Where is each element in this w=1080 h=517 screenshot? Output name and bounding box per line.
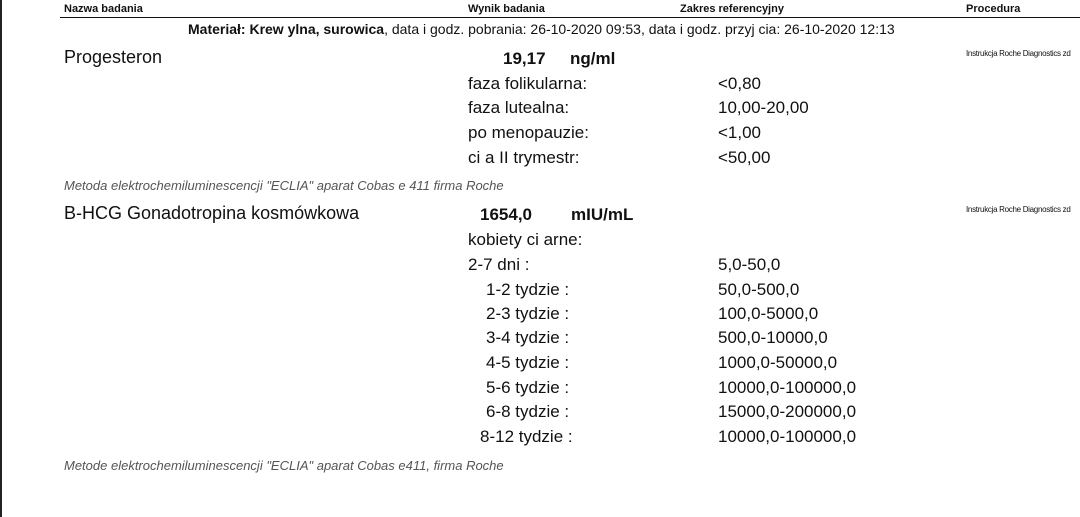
range-value: <0,80 <box>718 74 762 93</box>
material-info <box>188 21 895 37</box>
range-label: 8-12 tydzie : <box>480 427 573 446</box>
header-divider <box>60 17 1080 18</box>
range-group-label: kobiety ci arne: <box>468 230 583 249</box>
column-header-procedure: Procedura <box>966 3 1021 15</box>
range-value: 5,0-50,0 <box>718 255 781 274</box>
range-label: 6-8 tydzie : <box>486 402 570 421</box>
range-value: 50,0-500,0 <box>718 280 800 299</box>
range-label: 2-3 tydzie : <box>486 304 570 323</box>
range-value: 500,0-10000,0 <box>718 328 828 347</box>
range-value: 10,00-20,00 <box>718 98 809 117</box>
range-value: 1000,0-50000,0 <box>718 353 838 372</box>
test-name-progesteron: Progesteron <box>64 47 163 67</box>
column-header-result: Wynik badania <box>468 3 545 15</box>
range-value: 10000,0-100000,0 <box>718 427 857 446</box>
range-label: faza folikularna: <box>468 74 588 93</box>
test-procedure-bhcg: Instrukcja Roche Diagnostics zd <box>966 205 1071 214</box>
method-note-progesteron: Metoda elektrochemiluminescencji "ECLIA" aparat Cobas e 411 firma Roche <box>64 178 504 193</box>
column-header-reference: Zakres referencyjny <box>680 3 784 15</box>
range-value: <1,00 <box>718 123 762 142</box>
range-label: po menopauzie: <box>468 123 589 142</box>
range-label: 1-2 tydzie : <box>486 280 570 299</box>
range-label: 3-4 tydzie : <box>486 328 570 347</box>
test-name-bhcg: B-HCG Gonadotropina kosmówkowa <box>64 203 360 223</box>
page-left-border <box>0 0 2 517</box>
range-label: 5-6 tydzie : <box>486 378 570 397</box>
range-label: faza lutealna: <box>468 98 570 117</box>
test-value-progesteron: 19,17 <box>503 49 546 68</box>
test-procedure-progesteron: Instrukcja Roche Diagnostics zd <box>966 49 1071 58</box>
test-unit-progesteron: ng/ml <box>570 49 616 68</box>
test-value-bhcg: 1654,0 <box>480 205 532 224</box>
range-label: ci a II trymestr: <box>468 148 580 167</box>
column-header-name: Nazwa badania <box>64 3 143 15</box>
range-label: 4-5 tydzie : <box>486 353 570 372</box>
range-value: 10000,0-100000,0 <box>718 378 857 397</box>
range-value: <50,00 <box>718 148 771 167</box>
range-value: 15000,0-200000,0 <box>718 402 857 421</box>
material-label: Materiał: Krew ylna, surowica <box>188 21 385 37</box>
test-unit-bhcg: mIU/mL <box>571 205 634 224</box>
range-label: 2-7 dni : <box>468 255 530 274</box>
range-value: 100,0-5000,0 <box>718 304 819 323</box>
material-details: , data i godz. pobrania: 26-10-2020 09:53, data i godz. przyj cia: 26-10-2020 12:13 <box>384 21 895 37</box>
method-note-bhcg: Metode elektrochemiluminescencji "ECLIA" aparat Cobas e411, firma Roche <box>64 458 504 473</box>
